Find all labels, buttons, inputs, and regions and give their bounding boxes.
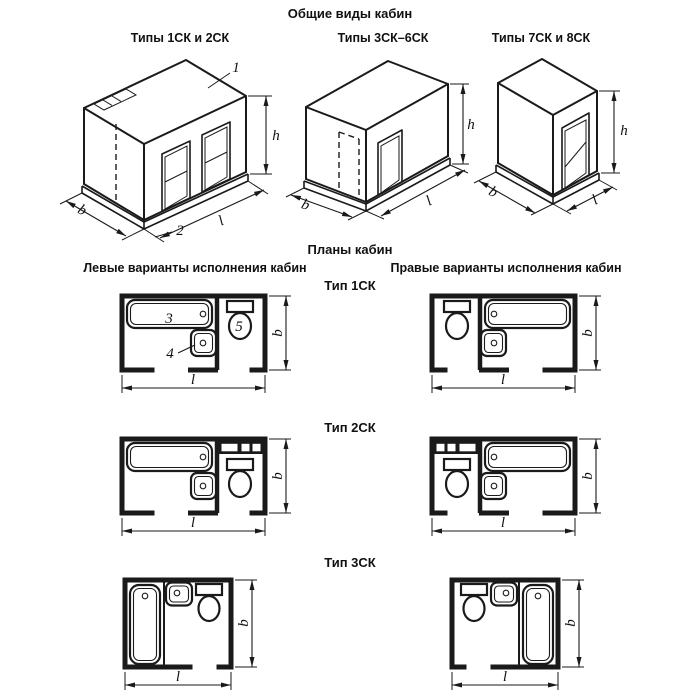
washbasin: [191, 330, 216, 356]
part-label-base: 2: [176, 223, 184, 239]
plan-2sk-right: [410, 430, 610, 542]
svg-text:b: b: [74, 201, 90, 220]
part-label-toilet: 5: [235, 319, 243, 335]
cabin-box: [306, 61, 448, 202]
plan-2sk-left: [100, 430, 300, 542]
left-variants-title: Левые варианты исполнения кабин: [83, 261, 307, 275]
dimension-h: [248, 96, 280, 174]
iso3-caption: Типы 7СК и 8СК: [491, 31, 591, 45]
iso1-caption: Типы 1СК и 2СК: [130, 31, 230, 45]
svg-text:l: l: [190, 372, 196, 388]
plan-walls-and-fixtures: [125, 580, 231, 667]
svg-text:h: h: [272, 128, 280, 144]
row2-type-title: Тип 2СК: [324, 420, 376, 435]
dimension-b: [60, 193, 144, 240]
plan-1sk-left: [100, 287, 300, 399]
plan-walls-and-fixtures: [122, 296, 265, 370]
bathtub: [130, 585, 160, 664]
hidden-door: [339, 132, 359, 199]
part-label-cabin: 1: [232, 60, 240, 76]
plan-3sk-left: [100, 568, 300, 698]
iso-view-3sk-6sk: [285, 55, 475, 235]
svg-text:b: b: [485, 183, 501, 202]
row3-type-title: Тип 3СК: [324, 555, 376, 570]
plan-walls-and-fixtures: [122, 439, 265, 513]
dimension-b: [286, 188, 366, 220]
washbasin: [166, 583, 192, 606]
svg-text:b: b: [299, 196, 312, 215]
svg-text:l: l: [175, 669, 181, 685]
door-left: [162, 141, 190, 211]
part-label-washbasin: 4: [166, 346, 174, 362]
washbasin: [191, 473, 216, 499]
svg-text:l: l: [589, 192, 601, 209]
vent-block: [219, 442, 263, 455]
plan-1sk-right: [410, 287, 610, 399]
part-label-bathtub: 3: [165, 311, 173, 327]
row1-type-title: Тип 1СК: [324, 278, 376, 293]
plan-3sk-right: [427, 568, 627, 698]
toilet: [227, 459, 253, 497]
dimension-b: [474, 172, 553, 215]
bathtub: [127, 443, 212, 471]
iso-view-7sk-8sk: [468, 55, 648, 225]
svg-text:l: l: [423, 193, 435, 210]
svg-text:l: l: [216, 213, 227, 230]
dimension-h: [599, 91, 628, 173]
svg-text:h: h: [620, 123, 628, 139]
toilet: [196, 584, 222, 621]
iso2-caption: Типы 3СК–6СК: [337, 31, 429, 45]
plans-title: Планы кабин: [307, 242, 393, 257]
svg-text:h: h: [467, 117, 475, 133]
door-right: [202, 122, 230, 192]
iso-view-1sk-2sk: [58, 52, 288, 252]
right-variants-title: Правые варианты исполнения кабин: [390, 261, 622, 275]
door-front: [378, 130, 402, 195]
general-views-title: Общие виды кабин: [287, 6, 413, 21]
svg-text:b: b: [270, 329, 286, 337]
svg-text:b: b: [236, 619, 252, 627]
